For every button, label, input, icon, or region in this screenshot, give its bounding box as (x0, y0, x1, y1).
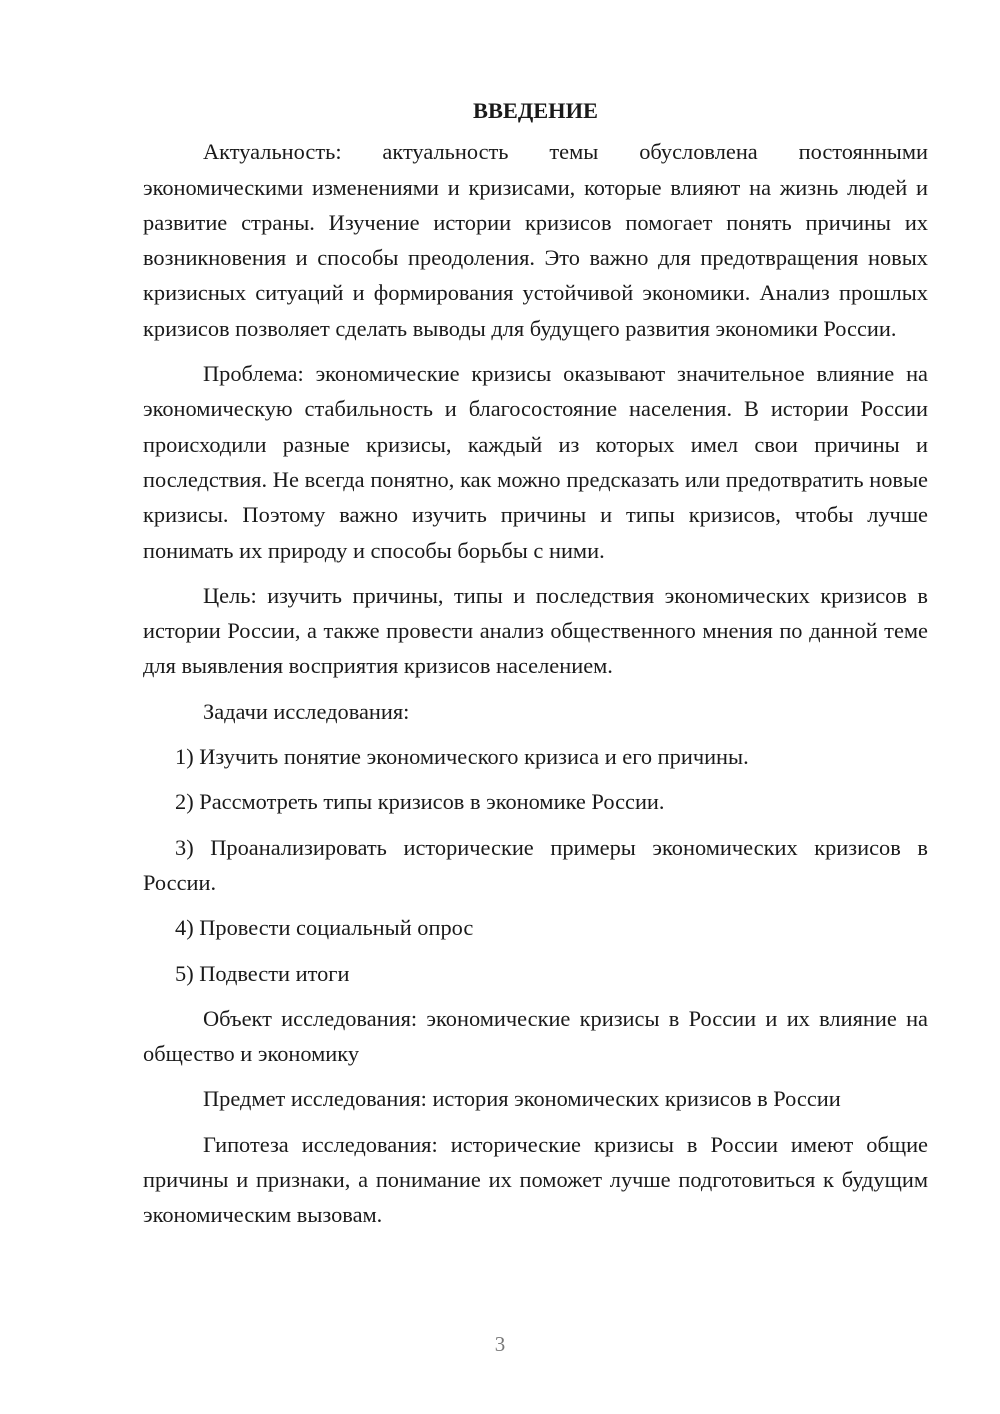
task-item: 3) Проанализировать исторические примеры экономических кризисов в России. (143, 834, 928, 895)
problem-paragraph: Проблема: экономические кризисы оказывают значительное влияние на экономическую стабильность и благосостояние населения. В истории России происходили разные кризисы, каждый из которых имел свои причины и последствия. Не всегда понятно, как можно предсказать или предотвратить новые кризисы. Поэтому важно изучить причины и типы кризисов, чтобы лучше понимать их природу и способы борьбы с ними. (143, 361, 928, 563)
task-item: 4) Провести социальный опрос (175, 915, 474, 941)
goal-paragraph: Цель: изучить причины, типы и последствия экономических кризисов в истории России, а также провести анализ общественного мнения по данной теме для выявления восприятия кризисов населением. (143, 582, 928, 679)
page-title: ВВЕДЕНИЕ (473, 98, 598, 123)
task-item: 2) Рассмотреть типы кризисов в экономике России. (175, 789, 665, 815)
tasks-heading: Задачи исследования: (203, 698, 410, 724)
task-item: 5) Подвести итоги (175, 960, 350, 986)
relevance-paragraph: Актуальность: актуальность темы обусловлена постоянными экономическими изменениями и кризисами, которые влияют на жизнь людей и развитие страны. Изучение истории кризисов помогает понять причины их возникновения и способы преодоления. Это важно для предотвращения новых кризисных ситуаций и формирования устойчивой экономики. Анализ прошлых кризисов позволяет сделать выводы для будущего развития экономики России. (143, 139, 928, 341)
task-item: 1) Изучить понятие экономического кризиса и его причины. (175, 744, 749, 770)
page-number: 3 (494, 1332, 506, 1356)
object-paragraph: Объект исследования: экономические кризисы в России и их влияние на общество и экономику (143, 1005, 928, 1067)
hypothesis-paragraph: Гипотеза исследования: исторические кризисы в России имеют общие причины и признаки, а понимание их поможет лучше подготовиться к будущим экономическим вызовам. (143, 1131, 928, 1228)
subject-paragraph: Предмет исследования: история экономических кризисов в России (203, 1086, 841, 1112)
document-page (143, 93, 928, 1243)
